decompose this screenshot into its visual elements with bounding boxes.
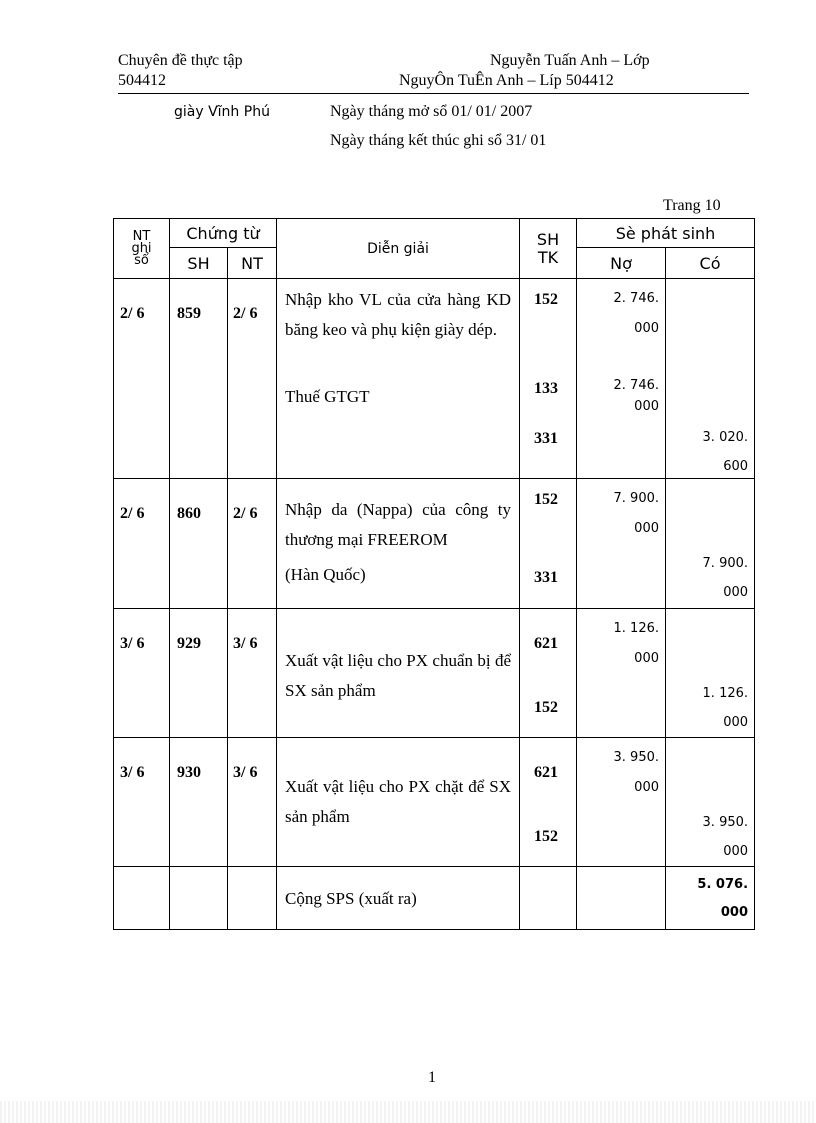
total-credit: 000: [720, 905, 749, 920]
header-nt: NT: [228, 248, 277, 279]
row-voucher-date: 3/ 6: [233, 635, 258, 652]
credit-amount: 000: [723, 844, 749, 859]
row-date: 3/ 6: [120, 764, 145, 781]
total-credit: 5. 076.: [697, 877, 749, 892]
credit-amount: 1. 126.: [702, 686, 749, 701]
debit-amount: 1. 126.: [613, 621, 659, 636]
header-left-line2: 504412: [118, 72, 166, 89]
unit-label: giày Vĩnh Phú: [174, 104, 270, 120]
debit-amount: 2. 746.: [613, 291, 659, 306]
debit-amount: 2. 746.: [613, 378, 659, 393]
account-number: 331: [534, 569, 558, 586]
credit-amount: 7. 900.: [702, 556, 749, 571]
header-so-phat-sinh: Sè phát sinh: [577, 219, 755, 248]
header-right-line2: NguyÔn TuÊn Anh – Líp 504412: [399, 72, 614, 89]
credit-amount: 3. 020.: [702, 430, 749, 445]
table-row: [114, 279, 755, 479]
total-label: Cộng SPS (xuất ra): [285, 889, 417, 908]
close-date: Ngày tháng kết thúc ghi sổ 31/ 01: [330, 132, 547, 149]
debit-amount: 3. 950.: [613, 750, 659, 765]
header-sh: SH: [170, 248, 228, 279]
debit-amount: 7. 900.: [613, 491, 659, 506]
header-rule: [118, 93, 749, 94]
row-voucher-number: 929: [177, 635, 201, 652]
header-nt-ghi-so: NT ghi sổ: [114, 219, 170, 279]
row-description: Nhập da (Nappa) của công ty thương mại FREEROM: [285, 500, 511, 549]
row-description: Nhập kho VL của cửa hàng KD băng keo và phụ kiện giày dép.: [285, 290, 511, 339]
page-number: 1: [428, 1069, 436, 1086]
account-number: 331: [534, 430, 558, 447]
debit-amount: 000: [634, 521, 659, 536]
row-date: 2/ 6: [120, 505, 145, 522]
row-voucher-number: 860: [177, 505, 201, 522]
total-row: [114, 867, 755, 930]
header-dien-giai: Diễn giải: [277, 219, 520, 279]
table-row: [114, 479, 755, 609]
row-date: 3/ 6: [120, 635, 145, 652]
credit-amount: 600: [723, 459, 749, 474]
debit-amount: 000: [634, 399, 659, 414]
row-voucher-number: 859: [177, 305, 201, 322]
row-description: Xuất vật liệu cho PX chặt để SX sản phẩm: [285, 777, 511, 826]
page-label: Trang 10: [663, 197, 721, 214]
row-voucher-date: 2/ 6: [233, 305, 258, 322]
table-row: [114, 609, 755, 738]
ledger-table: [113, 218, 755, 930]
credit-amount: 000: [723, 585, 749, 600]
debit-amount: 000: [634, 651, 659, 666]
row-sub-description: Thuế GTGT: [285, 387, 370, 406]
row-voucher-date: 3/ 6: [233, 764, 258, 781]
header-co: Có: [666, 248, 755, 279]
open-date: Ngày tháng mở sổ 01/ 01/ 2007: [330, 103, 533, 120]
account-number: 152: [534, 699, 558, 716]
account-number: 621: [534, 764, 558, 781]
row-voucher-number: 930: [177, 764, 201, 781]
header-chung-tu: Chứng từ: [170, 219, 277, 248]
header-left-line1: Chuyên đề thực tập: [118, 52, 243, 69]
footer-strip: [0, 1101, 816, 1123]
row-date: 2/ 6: [120, 305, 145, 322]
credit-amount: 3. 950.: [702, 815, 749, 830]
header-no: Nợ: [577, 248, 666, 279]
account-number: 152: [534, 291, 558, 308]
row-voucher-date: 2/ 6: [233, 505, 258, 522]
debit-amount: 000: [634, 780, 659, 795]
row-description: Xuất vật liệu cho PX chuẩn bị để SX sản phẩm: [285, 651, 511, 700]
account-number: 133: [534, 380, 558, 397]
table-row: [114, 738, 755, 867]
header-right-line1: Nguyễn Tuấn Anh – Lớp: [490, 52, 650, 69]
row-sub-description: (Hàn Quốc): [285, 565, 366, 584]
account-number: 152: [534, 828, 558, 845]
account-number: 152: [534, 491, 558, 508]
debit-amount: 000: [634, 321, 659, 336]
header-sh-tk: SH TK: [520, 219, 577, 279]
credit-amount: 000: [723, 715, 749, 730]
account-number: 621: [534, 635, 558, 652]
